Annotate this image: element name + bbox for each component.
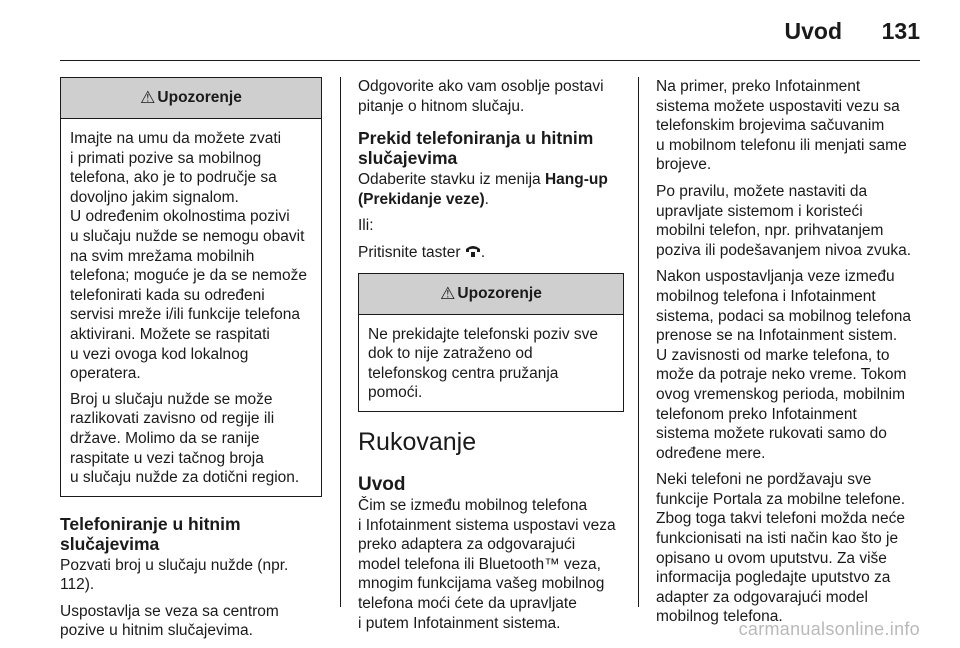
text-line: Imajte na umu da možete zvati: [70, 130, 282, 147]
menu-item-hangup-translation: (Prekidanje veze): [358, 190, 485, 208]
warning-box: [60, 77, 322, 497]
text-line: ovog vremenskog perioda, mobilnim: [656, 385, 905, 403]
subheading-intro: Uvod: [358, 473, 406, 495]
text-line: telefonom preko Infotainment: [656, 405, 857, 423]
text-line: dok to nije zatraženo od: [368, 345, 533, 363]
column-divider-2: [638, 77, 639, 607]
text-line: i putem Infotainment sistema.: [358, 614, 561, 632]
page-header: [0, 0, 960, 60]
press-prefix: Pritisnite taster: [358, 243, 465, 261]
text-line: funkcije Portala za mobilne telefone.: [656, 490, 906, 508]
warning-triangle-icon: ⚠: [140, 88, 156, 108]
warning-body: [359, 315, 623, 411]
text-line: razlikovati zavisno od regije ili: [70, 410, 275, 428]
text-line: 112).: [60, 576, 95, 594]
text-line: pitanje o hitnom slučaju.: [358, 97, 525, 115]
warning-title: Upozorenje: [157, 89, 242, 107]
heading-end-emergency-call: [358, 128, 624, 168]
or-text: Ili:: [358, 217, 374, 235]
text-line: dovoljno jakim signalom.: [70, 188, 239, 206]
warning-triangle-icon: ⚠: [440, 283, 456, 303]
warning-box: [358, 273, 624, 412]
warning-header: [61, 78, 321, 119]
text-line: preko adaptera za odgovarajući: [358, 536, 576, 554]
text-line: mobilnog telefona.: [656, 608, 783, 626]
text-line: i primati pozive sa mobilnog: [70, 149, 262, 167]
text-line: sistema, podaci sa mobilnog telefona: [656, 307, 912, 325]
text-line: U zavisnosti od marke telefona, to: [656, 346, 890, 364]
text-line: u slučaju nužde za dotični region.: [70, 469, 300, 487]
text-line: model telefona ili Bluetooth™ veza,: [358, 555, 601, 573]
text-line: prenose se na Infotainment sistem.: [656, 327, 898, 345]
text-line: operatera.: [70, 365, 141, 383]
text-line: U određenim okolnostima pozivi: [70, 208, 290, 226]
text-line: Neki telefoni ne pordžavaju sve: [656, 471, 872, 489]
text-line: Ne prekidajte telefonski poziv sve: [368, 325, 599, 343]
warning-title: Upozorenje: [457, 284, 542, 302]
text-line: servisi mreže i/ili funkcije telefona: [70, 306, 301, 324]
text-line: u slučaju nužde se nemogu obavit: [70, 227, 305, 245]
text-line: mobilni telefon, npr. prihvatanjem: [656, 222, 884, 240]
text-line: Odgovorite ako vam osoblje postavi: [358, 78, 604, 95]
text-line: u mobilnom telefonu ili menjati same: [656, 136, 907, 154]
text-line: na svim mrežama mobilnih: [70, 247, 255, 265]
text-line: Po pravilu, možete nastaviti da: [656, 182, 868, 200]
text-line: brojeve.: [656, 156, 712, 174]
text-line: Čim se između mobilnog telefona: [358, 496, 588, 514]
warning-header: [359, 274, 623, 315]
text-line: Prekid telefoniranja u hitnim: [358, 128, 594, 149]
column-2: [358, 77, 624, 640]
text-line: Broj u slučaju nužde se može: [70, 390, 273, 408]
warning-paragraph: [70, 129, 312, 384]
text-line: telefonskog centra pružanja: [368, 364, 559, 382]
text-line: pomoći.: [368, 384, 423, 402]
text-line: funkcionisati na isti način kao što je: [656, 530, 899, 548]
paragraph: [656, 182, 924, 260]
text-line: određene mere.: [656, 444, 766, 462]
warning-paragraph: [70, 390, 312, 488]
column-3: [656, 77, 924, 634]
text-line: Na primer, preko Infotainment: [656, 78, 861, 95]
text-line: mnogim funkcijama vašeg mobilnog: [358, 575, 605, 593]
paragraph: [656, 267, 924, 463]
text-line: Uspostavlja se veza sa centrom: [60, 602, 279, 620]
text-line: i Infotainment sistema uspostavi veza: [358, 516, 616, 534]
text-line: telefona, ako je to područje sa: [70, 169, 277, 187]
press-instruction: [358, 243, 624, 263]
text-line: Nakon uspostavljanja veze između: [656, 268, 895, 286]
hang-up-phone-icon: [465, 243, 481, 263]
text-line: opisano u ovom uputstvu. Za više: [656, 549, 887, 567]
column-divider-1: [340, 77, 341, 607]
warning-paragraph: [368, 325, 614, 403]
section-heading-operation: Rukovanje: [358, 427, 477, 456]
text-line: adapter za odgovarajući model: [656, 588, 868, 606]
text-line: aktivirani. Možete se raspitati: [70, 325, 270, 343]
paragraph: [60, 556, 322, 595]
section-title: Uvod: [784, 18, 842, 44]
text-line: može da potraje neko vreme. Tokom: [656, 366, 907, 384]
text-line: slučajevima: [60, 533, 160, 554]
text-line: u vezi ovoga kod lokalnog: [70, 345, 249, 363]
text-line: telefonirati kada su određeni: [70, 286, 265, 304]
paragraph: [656, 470, 924, 627]
press-suffix: .: [480, 243, 486, 261]
text-line: poziva ili podešavanjem nivoa zvuka.: [656, 241, 912, 259]
paragraph: [60, 602, 322, 641]
text-line: informacija pogledajte uputstvo za: [656, 569, 891, 587]
heading-emergency-call: [60, 514, 322, 554]
paragraph: [358, 77, 624, 116]
text-line: pozive u hitnim slučajevima.: [60, 622, 253, 640]
text-line: sistema možete rukovati samo do: [656, 425, 887, 443]
text-line: slučajevima: [358, 148, 458, 169]
column-1: [60, 77, 322, 648]
page-number: 131: [881, 18, 920, 44]
text-line: upravljate sistemom i koristeći: [656, 202, 863, 220]
menu-instruction: [358, 170, 624, 209]
text-line: raspitate u vezi tačnog broja: [70, 449, 264, 467]
header-rule: [60, 60, 920, 61]
watermark-link[interactable]: carmanualsonline.info: [738, 619, 920, 639]
paragraph: [656, 77, 924, 175]
warning-body: [61, 119, 321, 496]
paragraph: [358, 496, 624, 633]
menu-prefix: Odaberite stavku iz menija: [358, 171, 545, 189]
text-line: mobilnog telefona i Infotainment: [656, 287, 876, 305]
text-line: telefona; moguće je da se nemože: [70, 267, 307, 285]
text-line: sistema možete uspostaviti vezu sa: [656, 97, 900, 115]
text-line: Zbog toga takvi telefoni možda neće: [656, 510, 906, 528]
text-line: telefonskim brojevima sačuvanim: [656, 117, 885, 135]
menu-suffix: .: [484, 190, 489, 208]
menu-item-hangup: Hang-up: [544, 171, 608, 189]
text-line: telefona moći ćete da upravljate: [358, 594, 577, 612]
text-line: Telefoniranje u hitnim: [60, 513, 241, 534]
text-line: Pozvati broj u slučaju nužde (npr.: [60, 556, 289, 574]
text-line: države. Molimo da se ranije: [70, 429, 260, 447]
